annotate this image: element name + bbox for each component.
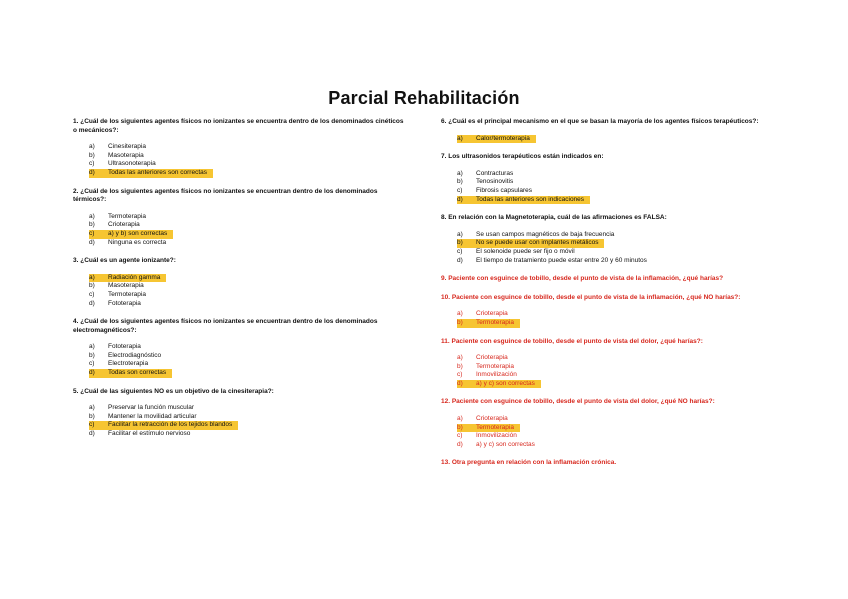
question xyxy=(73,118,409,178)
option-text: Contracturas xyxy=(476,169,514,177)
answer-option xyxy=(457,310,514,319)
option-text: Termoterapia xyxy=(476,318,514,326)
question-text: 13. Otra pregunta en relación con la inflamación crónica. xyxy=(441,459,617,467)
option-letter: a) xyxy=(89,212,95,220)
options-list xyxy=(441,415,781,449)
answer-option xyxy=(457,231,620,240)
question-text: 7. Los ultrasonidos terapéuticos están indicados en: xyxy=(441,153,604,161)
option-letter: a) xyxy=(457,134,463,142)
answer-option xyxy=(457,354,514,363)
option-text: Crioterapia xyxy=(476,415,508,423)
option-text: a) y c) son correctas xyxy=(476,440,535,448)
option-text: Facilitar el estímulo nervioso xyxy=(108,430,191,438)
answer-option xyxy=(457,170,519,179)
question xyxy=(441,118,781,143)
answer-option xyxy=(457,415,514,424)
option-text: Masoterapia xyxy=(108,151,144,159)
option-letter: a) xyxy=(457,354,463,362)
option-text: Todas las anteriores son indicaciones xyxy=(476,195,585,203)
answer-option xyxy=(89,213,152,222)
question-text: 8. En relación con la Magnetoterapia, cuál de las afirmaciones es FALSA: xyxy=(441,214,667,222)
answer-option-highlighted xyxy=(457,135,536,144)
option-letter: d) xyxy=(89,299,95,307)
option-letter: c) xyxy=(89,229,95,237)
option-letter: a) xyxy=(89,273,95,281)
answer-option xyxy=(89,404,200,413)
answer-option xyxy=(457,187,538,196)
option-letter: c) xyxy=(457,432,463,440)
question-text: 3. ¿Cuál es un agente ionizante?: xyxy=(73,257,176,265)
option-text: Termoterapia xyxy=(476,362,514,370)
option-letter: c) xyxy=(89,290,95,298)
answer-option xyxy=(89,430,196,439)
answer-option xyxy=(457,257,653,266)
question-text: 4. ¿Cuál de los siguientes agentes físicos no ionizantes se encuentran dentro de los denominados electromagnéticos?: xyxy=(73,318,378,334)
question xyxy=(441,398,781,449)
option-text: Radiación gamma xyxy=(108,273,161,281)
option-text: Todas las anteriores son correctas xyxy=(108,168,207,176)
question xyxy=(73,318,409,378)
question-text: 11. Paciente con esguince de tobillo, desde el punto de vista del dolor, ¿qué harías?: xyxy=(441,337,703,345)
document-title: Parcial Rehabilitación xyxy=(328,88,520,108)
answer-option-highlighted xyxy=(89,421,238,430)
option-text: Electrodiagnóstico xyxy=(108,351,162,359)
option-letter: a) xyxy=(457,415,463,423)
option-text: Preservar la función muscular xyxy=(108,404,194,412)
option-letter: b) xyxy=(457,178,463,186)
answer-option xyxy=(457,248,581,257)
option-text: Fototerapia xyxy=(108,343,141,351)
answer-option xyxy=(89,343,147,352)
options-list xyxy=(441,231,781,265)
answer-option xyxy=(89,352,167,361)
options-list xyxy=(73,274,409,308)
option-letter: c) xyxy=(457,186,463,194)
answer-option-highlighted xyxy=(457,319,520,328)
option-letter: c) xyxy=(457,371,463,379)
options-list xyxy=(441,354,781,388)
option-letter: d) xyxy=(89,168,95,176)
option-text: Cinesiterapia xyxy=(108,143,146,151)
option-text: Termoterapia xyxy=(476,423,514,431)
left-column xyxy=(73,118,409,449)
option-text: No se puede usar con implantes metálicos xyxy=(476,239,599,247)
options-list xyxy=(73,404,409,438)
option-letter: b) xyxy=(89,351,95,359)
question-text: 5. ¿Cuál de las siguientes NO es un objetivo de la cinesiterapia?: xyxy=(73,387,274,395)
question xyxy=(73,188,409,248)
option-letter: a) xyxy=(457,169,463,177)
option-letter: c) xyxy=(89,360,95,368)
answer-option-highlighted xyxy=(89,169,213,178)
answer-option xyxy=(89,239,172,248)
option-letter: a) xyxy=(89,404,95,412)
question xyxy=(441,214,781,265)
answer-option xyxy=(457,363,520,372)
options-list xyxy=(73,143,409,177)
question-text: 6. ¿Cuál es el principal mecanismo en el que se basan la mayoría de los agentes físicos terapéuticos?: xyxy=(441,118,759,125)
answer-option-highlighted xyxy=(457,424,520,433)
question xyxy=(441,153,781,204)
options-list xyxy=(73,213,409,247)
question-text: 2. ¿Cuál de los siguientes agentes físicos no ionizantes se encuentran dentro de los denominados térmicos?: xyxy=(73,187,378,204)
option-text: Tenosinovitis xyxy=(476,178,514,186)
answer-option xyxy=(457,441,541,450)
question xyxy=(73,388,409,439)
answer-option xyxy=(89,152,150,161)
answer-option-highlighted xyxy=(89,230,173,239)
option-letter: d) xyxy=(457,195,463,203)
answer-option xyxy=(457,432,523,441)
option-letter: d) xyxy=(457,440,463,448)
options-list xyxy=(73,343,409,377)
option-letter: b) xyxy=(457,423,463,431)
option-letter: d) xyxy=(457,379,463,387)
option-letter: d) xyxy=(89,369,95,377)
options-list xyxy=(441,135,781,144)
option-text: Fibrosis capsulares xyxy=(476,186,532,194)
answer-option-highlighted xyxy=(457,196,590,205)
option-text: Ultrasonoterapia xyxy=(108,160,156,168)
question xyxy=(441,275,781,284)
option-letter: b) xyxy=(457,318,463,326)
answer-option xyxy=(457,371,523,380)
option-letter: b) xyxy=(89,412,95,420)
answer-option-highlighted xyxy=(89,369,172,378)
option-text: Ninguna es correcta xyxy=(108,238,167,246)
answer-option xyxy=(89,291,152,300)
option-letter: b) xyxy=(457,239,463,247)
option-text: Mantener la movilidad articular xyxy=(108,412,197,420)
option-text: El tiempo de tratamiento puede estar entre 20 y 60 minutos xyxy=(476,256,647,264)
question xyxy=(73,257,409,308)
question-text: 10. Paciente con esguince de tobillo, desde el punto de vista de la inflamación, ¿qué NO harías?: xyxy=(441,293,741,301)
question xyxy=(441,294,781,328)
options-list xyxy=(441,170,781,204)
option-letter: c) xyxy=(89,421,95,429)
answer-option xyxy=(89,160,162,169)
option-text: Termoterapia xyxy=(108,290,146,298)
answer-option xyxy=(89,143,152,152)
option-letter: d) xyxy=(89,238,95,246)
option-text: Facilitar la retracción de los tejidos blandos xyxy=(108,421,233,429)
option-text: El solenoide puede ser fijo o móvil xyxy=(476,247,575,255)
option-text: Se usan campos magnéticos de baja frecuencia xyxy=(476,230,615,238)
option-letter: a) xyxy=(457,310,463,318)
option-text: Crioterapia xyxy=(108,221,140,229)
option-text: Inmovilización xyxy=(476,371,517,379)
option-text: Crioterapia xyxy=(476,310,508,318)
option-letter: a) xyxy=(89,343,95,351)
option-text: Masoterapia xyxy=(108,282,144,290)
options-list xyxy=(441,310,781,327)
question-text: 1. ¿Cuál de los siguientes agentes físicos no ionizantes se encuentra dentro de los denominados cinéticos o mecánicos?: xyxy=(73,118,404,134)
question-text: 12. Paciente con esguince de tobillo, desde el punto de vista del dolor, ¿qué NO harías?: xyxy=(441,398,715,406)
option-letter: b) xyxy=(89,151,95,159)
option-letter: c) xyxy=(457,247,463,255)
answer-option-highlighted xyxy=(457,380,541,389)
option-text: Inmovilización xyxy=(476,432,517,440)
option-letter: a) xyxy=(457,230,463,238)
option-text: Electroterapia xyxy=(108,360,149,368)
option-letter: b) xyxy=(89,282,95,290)
option-letter: c) xyxy=(89,160,95,168)
answer-option-highlighted xyxy=(89,274,166,283)
option-text: Termoterapia xyxy=(108,212,146,220)
option-text: Crioterapia xyxy=(476,354,508,362)
answer-option xyxy=(89,413,203,422)
option-letter: b) xyxy=(89,221,95,229)
option-text: a) y b) son correctas xyxy=(108,229,168,237)
option-letter: d) xyxy=(89,430,95,438)
option-text: Todas son correctas xyxy=(108,369,167,377)
option-letter: a) xyxy=(89,143,95,151)
question xyxy=(441,459,781,468)
answer-option xyxy=(89,300,147,309)
option-text: Calor/termoterapia xyxy=(476,134,530,142)
answer-option xyxy=(89,221,146,230)
right-column xyxy=(441,118,781,478)
answer-option xyxy=(89,360,154,369)
option-text: a) y c) son correctas xyxy=(476,379,535,387)
question xyxy=(441,338,781,389)
question-text: 9. Paciente con esguince de tobillo, desde el punto de vista de la inflamación, ¿qué harías? xyxy=(441,275,724,283)
answer-option xyxy=(457,178,519,187)
answer-option-highlighted xyxy=(457,239,604,248)
option-text: Fototerapia xyxy=(108,299,141,307)
option-letter: b) xyxy=(457,362,463,370)
answer-option xyxy=(89,282,150,291)
option-letter: d) xyxy=(457,256,463,264)
